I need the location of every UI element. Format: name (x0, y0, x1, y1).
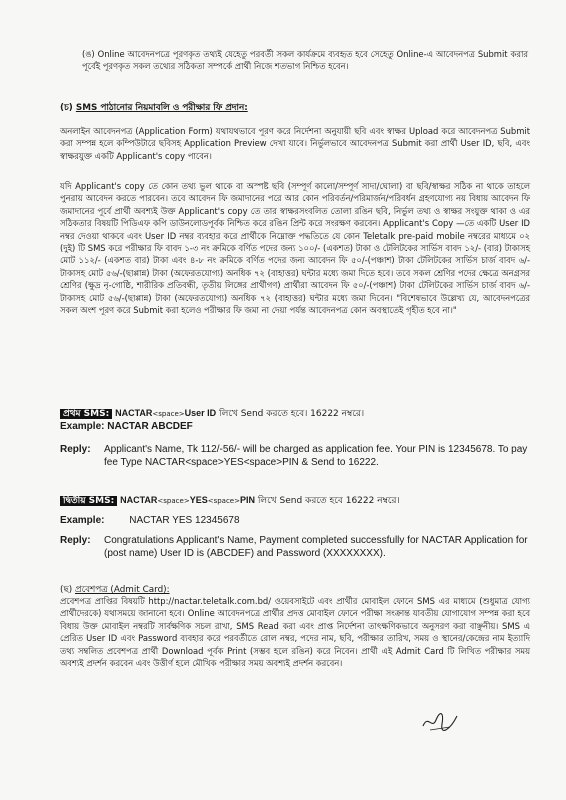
sms2-cmd: NACTAR (120, 495, 158, 505)
section-chh-marker: (ছ) (60, 585, 73, 595)
sms2-cmd2: YES (189, 495, 208, 505)
sms2-instruction (60, 494, 530, 507)
sms2-example-value: NACTAR YES 12345678 (129, 515, 240, 526)
section-ch-paragraph-1: অনলাইন আবেদনপত্র (Application Form) যথাযথভাবে পূরণ করে নির্দেশনা অনুযায়ী ছবি এবং স্বাক্ষর Upload করে আবেদনপত্র Submit করা সম্পন্ন হলে কম্পিউটারে ছবিসহ Application Preview দেখা যাবে। নির্ভুলভাবে আবেদনপত্র Submit করা প্রার্থী User ID, ছবি, এবং স্বাক্ষরযুক্ত একটি Applicant's copy পাবেন। (60, 126, 530, 161)
sms1-space: <space> (152, 410, 185, 418)
sms2-tail: লিখে Send করতে হবে 16222 নম্বরে। (254, 496, 400, 506)
sms1-example-value: NACTAR ABCDEF (104, 421, 193, 432)
sms2-example (60, 515, 240, 526)
sms2-space-1: <space> (157, 497, 190, 505)
section-ch-marker: (চ) (60, 103, 73, 113)
sms1-tail: লিখে Send করতে হবে। 16222 নম্বরে। (216, 409, 365, 419)
section-ch-title: SMS পাঠানোর নিয়মাবলি ও পরীক্ষার ফি প্রদান: (75, 103, 248, 113)
sms1-example-key: Example: (60, 421, 105, 432)
section-ch-heading (60, 100, 248, 115)
sms1-cmd: NACTAR (115, 408, 153, 418)
sms2-label: দ্বিতীয় SMS: (60, 496, 117, 506)
section-chh-title: প্রবেশপত্র (Admit Card): (75, 585, 170, 595)
sms2-example-key: Example: (60, 515, 105, 526)
sms2-reply (60, 535, 530, 560)
sms1-label: প্রথম SMS: (60, 409, 112, 419)
sms2-cmd3: PIN (239, 495, 255, 505)
sms1-example (60, 421, 193, 432)
sms1-reply-value: Applicant's Name, Tk 112/-56/- will be charged as application fee. Your PIN is 12345678. To pay fee Type NACTAR<space>YES<space>PIN & Send to 16222. (104, 444, 528, 468)
sms1-reply (60, 444, 530, 469)
sms2-reply-key: Reply: (60, 535, 91, 546)
sms1-instruction (60, 407, 530, 420)
section-ch-paragraph-2: যদি Applicant's copy তে কোন তথ্য ভুল থাকে বা অস্পষ্ট ছবি (সম্পূর্ণ কালো/সম্পূর্ণ সাদা/ঘোলা) বা ছবি/স্বাক্ষর সঠিক না থাকে তাহলে পুনরায় আবেদন করতে পারবেন। তবে আবেদন ফি জমাদানের পরে আর কোন পরিবর্তন/পরিমার্জন/পরিবর্ধন গ্রহণযোগ্য নয় বিধায় আবেদন ফি জমাদানের পূর্বে প্রার্থী অবশ্যই উক্ত Applicant's copy তে তার স্বাক্ষরসংবলিত তোলা রঙিন ছবি, নির্ভুল তথ্য ও স্বাক্ষর সংযুক্ত থাকা ও এর সঠিকতার বিষয়টি পিডিএফ কপি ডাউনলোডপূর্বক নিশ্চিত করে রঙিন প্রিন্ট করে সংরক্ষণ করবেন। Applicant's Copy —তে একটি User ID নম্বর দেওয়া থাকবে এবং User ID নম্বর ব্যবহার করে প্রার্থীকে নিম্নোক্ত পদ্ধতিতে যে কোন Teletalk pre-paid mobile নম্বরের মাধ্যমে ০২ (দুই) টি SMS করে পরীক্ষার ফি বাবদ ১-৩ নং ক্রমিকে বর্ণিত পদের জন্য ১০০/- (একশত) টাকা ও টেলিটকের সার্ভিস বাবদ ১২/- (বার) টাকাসহ মোট ১১২/- (একশত বার) টাকা এবং ৪-৮ নং ক্রমিকে বর্ণিত পদের জন্য আবেদন ফি ৫০/-(পঞ্চাশ) টাকা টেলিটকের সার্ভিস চার্জ বাবদ ৬/- টাকাসহ মোট ৫৬/-(ছাপ্পান্ন) টাকা (অফেরতযোগ্য) অনধিক ৭২ (বাহাত্তর) ঘন্টার মধ্যে জমা দিতে হবে। তবে সকল শ্রেণির পদের ক্ষেত্রে অনগ্রসর শ্রেণির (ক্ষুদ্র নৃ-গোষ্ঠি, শারীরিক প্রতিবন্ধী, তৃতীয় লিঙ্গের প্রার্থীগণ) প্রার্থীরা আবেদন ফি ৫০/-(পঞ্চাশ) টাকা টেলিটকের সার্ভিস চার্জ বাবদ ৬/- টাকাসহ মোট ৫৬/-(ছাপ্পান্ন) টাকা (অফেরতযোগ্য) অনধিক ৭২ (বাহাত্তর) ঘন্টার মধ্যে জমা দিবেন। "বিশেষভাবে উল্লেখ্য যে, আবেদনপত্রের সকল অংশ পূরণ করে Submit করা হলেও পরীক্ষার ফি জমা না দেয়া পর্যন্ত আবেদনপত্র কোন অবস্থাতেই গৃহীত হবে না।" (60, 181, 530, 316)
sms2-space-2: <space> (207, 497, 240, 505)
sms1-reply-key: Reply: (60, 444, 91, 455)
sms1-cmd2: User ID (184, 408, 217, 418)
signature-mark (420, 708, 460, 734)
section-e-paragraph: (ঙ) Online আবেদনপত্রে পূরণকৃত তথ্যই যেহেতু পরবর্তী সকল কার্যক্রমে ব্যবহৃত হবে সেহেতু Online-এ আবেদনপত্র Submit করার পূর্বেই পূরণকৃত সকল তথ্যের সঠিকতা সম্পর্কে প্রার্থী নিজে শতভাগ নিশ্চিত হবেন। (82, 49, 528, 72)
section-chh-paragraph: প্রবেশপত্র প্রাপ্তির বিষয়টি http://nactar.teletalk.com.bd/ ওয়েবসাইটে এবং প্রার্থীর মোবাইল ফোনে SMS এর মাধ্যমে (শুধুমাত্র যোগ্য প্রার্থীদেরকে) যথাসময়ে জানানো হবে। Online আবেদনপত্রে প্রার্থীর প্রদত্ত মোবাইল ফোনে পরীক্ষা সংক্রান্ত যাবতীয় যোগাযোগ সম্পন্ন করা হবে বিধায় উক্ত মোবাইল নম্বরটি সার্বক্ষণিক সচল রাখা, SMS Read করা এবং প্রাপ্ত নির্দেশনা তাৎক্ষণিকভাবে অনুসরণ করা বাঞ্ছনীয়। SMS এ প্রেরিত User ID এবং Password ব্যবহার করে পরবর্তীতে রোল নম্বর, পদের নাম, ছবি, পরীক্ষার তারিখ, সময় ও স্থানের/কেন্দ্রের নাম ইত্যাদি তথ্য সম্বলিত প্রবেশপত্র প্রার্থী Download পূর্বক Print (সম্ভব হলে রঙিন) করে নিবেন। প্রার্থী এই Admit Card টি লিখিত পরীক্ষার সময় অবশ্যই প্রদর্শন করবেন এবং উত্তীর্ণ হলে মৌখিক পরীক্ষার সময় অবশ্যই প্রদর্শন করবেন। (60, 596, 530, 669)
sms2-reply-value: Congratulations Applicant's Name, Payment completed successfully for NACTAR Application for (post name) User ID is (ABCDEF) and Password (XXXXXXXX). (104, 535, 528, 559)
